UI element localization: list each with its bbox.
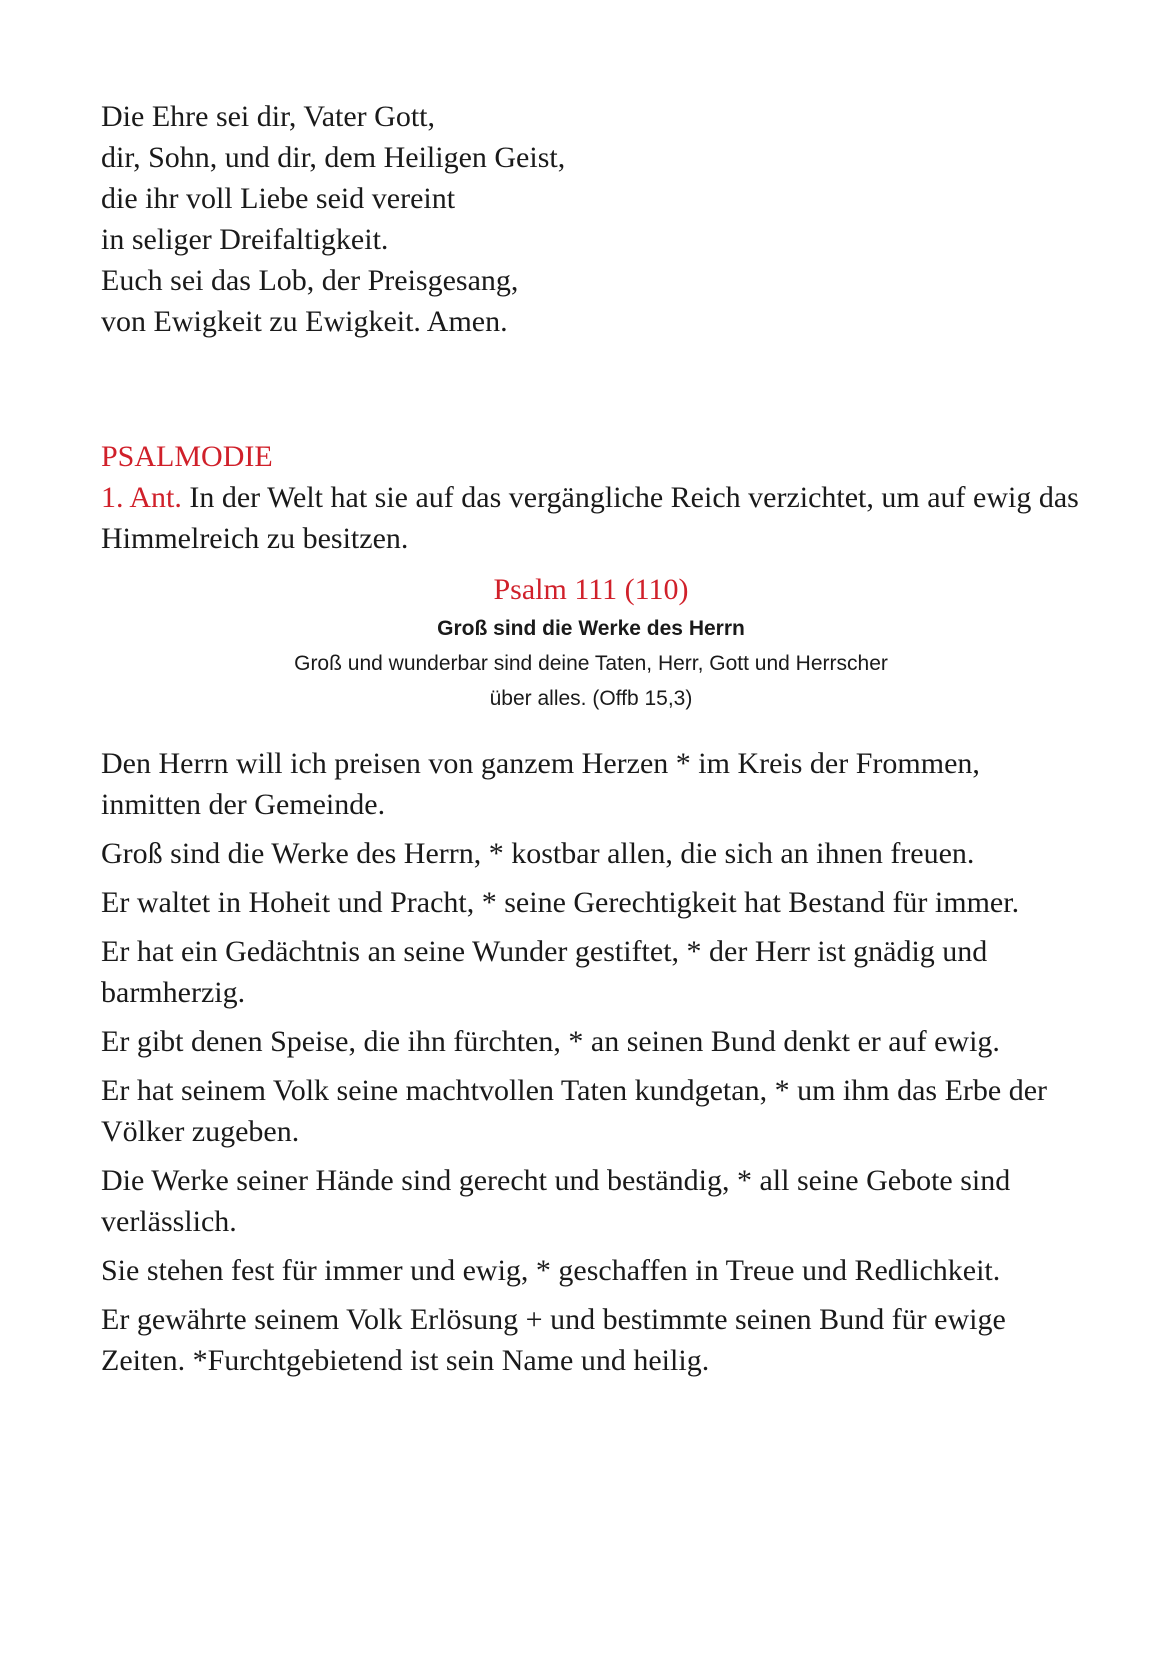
section-heading-psalmodie: PSALMODIE	[101, 440, 273, 473]
psalm-verse: Er waltet in Hoheit und Pracht, * seine Gerechtigkeit hat Bestand für immer.	[101, 886, 1020, 919]
antiphon-text: In der Welt hat sie auf das vergängliche Reich verzichtet, um auf ewig das Himmelreich zu besitzen.	[101, 481, 1079, 555]
psalm-title: Psalm 111 (110)	[493, 573, 689, 606]
psalm-verses	[101, 743, 1081, 1389]
psalm-verse: Die Werke seiner Hände sind gerecht und beständig, * all seine Gebote sind verlässlich.	[101, 1164, 1011, 1238]
psalm-subtitle: Groß sind die Werke des Herrn	[437, 617, 745, 640]
antiphon	[101, 477, 1081, 559]
antiphon-label: 1. Ant.	[101, 481, 182, 514]
hymn-line: die ihr voll Liebe seid vereint	[101, 182, 456, 215]
hymn-line: dir, Sohn, und dir, dem Heiligen Geist,	[101, 141, 566, 174]
psalm-verse: Groß sind die Werke des Herrn, * kostbar allen, die sich an ihnen freuen.	[101, 837, 975, 870]
psalm-header	[101, 570, 1081, 716]
psalm-verse: Den Herrn will ich preisen von ganzem Herzen * im Kreis der Frommen, inmitten der Gemeinde.	[101, 747, 980, 821]
psalm-verse: Er hat ein Gedächtnis an seine Wunder gestiftet, * der Herr ist gnädig und barmherzig.	[101, 935, 988, 1009]
psalm-verse: Sie stehen fest für immer und ewig, * geschaffen in Treue und Redlichkeit.	[101, 1254, 1001, 1287]
psalm-verse: Er hat seinem Volk seine machtvollen Taten kundgetan, * um ihm das Erbe der Völker zugeben.	[101, 1074, 1048, 1148]
hymn-doxology	[101, 96, 1081, 342]
psalm-motto: Groß und wunderbar sind deine Taten, Herr, Gott und Herrscher über alles. (Offb 15,3)	[294, 652, 888, 710]
psalm-verse: Er gibt denen Speise, die ihn fürchten, * an seinen Bund denkt er auf ewig.	[101, 1025, 1000, 1058]
hymn-line: in seliger Dreifaltigkeit.	[101, 223, 389, 256]
hymn-line: von Ewigkeit zu Ewigkeit. Amen.	[101, 305, 508, 338]
hymn-line: Euch sei das Lob, der Preisgesang,	[101, 264, 519, 297]
hymn-line: Die Ehre sei dir, Vater Gott,	[101, 100, 435, 133]
psalm-verse: Er gewährte seinem Volk Erlösung + und bestimmte seinen Bund für ewige Zeiten. *Furchtgebietend ist sein Name und heilig.	[101, 1303, 1006, 1377]
